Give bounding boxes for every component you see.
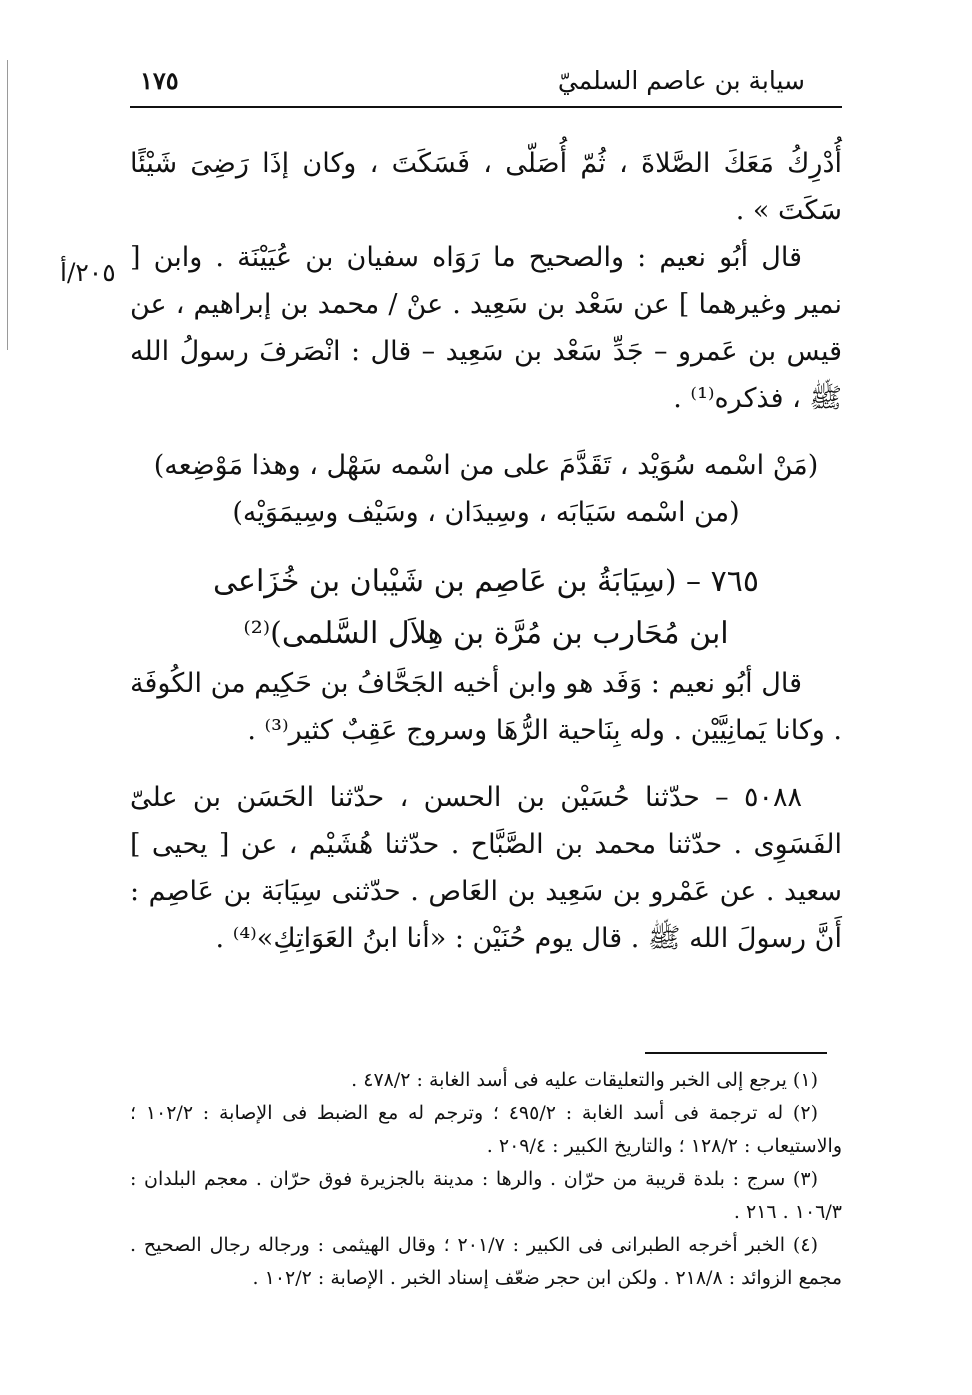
footnote-3: (٣) سرج : بلدة قريبة من حرّان . والرها : مدينة بالجزيرة فوق حرّان . معجم البلدان : ١٠٦/٣ . ٢١٦ . [130, 1168, 842, 1223]
section-heading-names: (من اسْمه سَيَابَه ، وسِيدَان ، وسَيْف وسِيمَوَيْه) [232, 497, 740, 528]
footnote-rule [645, 1052, 827, 1054]
entry-heading-765-cont: ابن مُحَارب بن مُرَّة بن هِلاَل السَّلمى)⁽²⁾ [243, 616, 729, 651]
section-note-suwayd: (مَنْ اسْمه سُوَيْد ، تَقَدَّمَ على من اسْمه سَهْل ، وهذا مَوْضِعه) [153, 450, 819, 481]
page-header [130, 62, 835, 106]
footnote-1: (١) يرجع إلى الخبر والتعليقات عليه فى أسد الغابة : ٤٧٨/٢ . [351, 1069, 818, 1091]
header-rule [130, 106, 842, 108]
entry-heading-765: ٧٦٥ – (سِيَابَةُ بن عَاصِم بن شَيْبان بن خُزَاعى [213, 564, 759, 599]
text-paragraph-continuation: أُدْرِكُ مَعَكَ الصَّلاةَ ، ثُمّ أُصَلّى ، فَسَكَتَ ، وكان إذَا رَضِىَ شَيْئًا سَكَتَ » . [130, 148, 842, 226]
text-paragraph-abu-nuaym: قال أبُو نعيم : والصحيح ما رَوَاه سفيان بن عُيَيْنَة . وابن [ نمير وغيرهما ] عن سَعْد بن سَعِيد . عنْ / محمد بن إبراهيم ، عن قيس بن عَمرو – جَدِّ سَعْد بن سَعِيد – قال : انْصَرفَ رسولُ الله ﷺ ، فذكره⁽¹⁾ . [130, 242, 842, 414]
text-paragraph-wafd: قال أبُو نعيم : وَفَد هو وابن أخيه الجَحَّافُ بن حَكِيم من الكُوفَة . وكانا يَمانِيَّيْن . وله بِنَاحية الرُّهَا وسروج عَقِبٌ كثير⁽³⁾ . [130, 668, 842, 746]
hadith-5088: ٥٠٨٨ – حدّثنا حُسَيْن بن الحسن ، حدّثنا الحَسَن بن علىّ الفَسَوِى . حدّثنا محمد بن الصَّبَّاح . حدّثنا هُشَيْم ، عن [ يحيى ] سعيد . عن عَمْرو بن سَعِيد بن العَاص . حدّثنى سِيَابَة بن عَاصِم : أَنَّ رسولَ الله ﷺ . قال يوم حُنَيْن : «أنا ابنُ العَوَاتِكِ»⁽⁴⁾ . [130, 782, 842, 954]
main-text [130, 140, 842, 962]
footnotes [130, 1064, 842, 1295]
page-number: ١٧٥ [140, 66, 179, 95]
manuscript-folio-note: ٢٠٥/أ [60, 258, 116, 287]
margin-rule [7, 60, 8, 350]
footnote-4: (٤) الخبر أخرجه الطبرانى فى الكبير : ٢٠١/٧ ؛ وقال الهيثمى : ورجاله رجال الصحيح . مجمع الزوائد : ٢١٨/٨ . ولكن ابن حجر ضعّف إسناد الخبر . الإصابة : ١٠٢/٢ . [130, 1234, 842, 1289]
footnote-2: (٢) له ترجمة فى أسد الغابة : ٤٩٥/٢ ؛ وترجم له مع الضبط فى الإصابة : ١٠٢/٢ ؛ والاستيعاب : ١٢٨/٢ ؛ والتاريخ الكبير : ٢٠٩/٤ . [130, 1102, 842, 1157]
running-title: سيابة بن عاصم السلميّ [557, 66, 805, 95]
